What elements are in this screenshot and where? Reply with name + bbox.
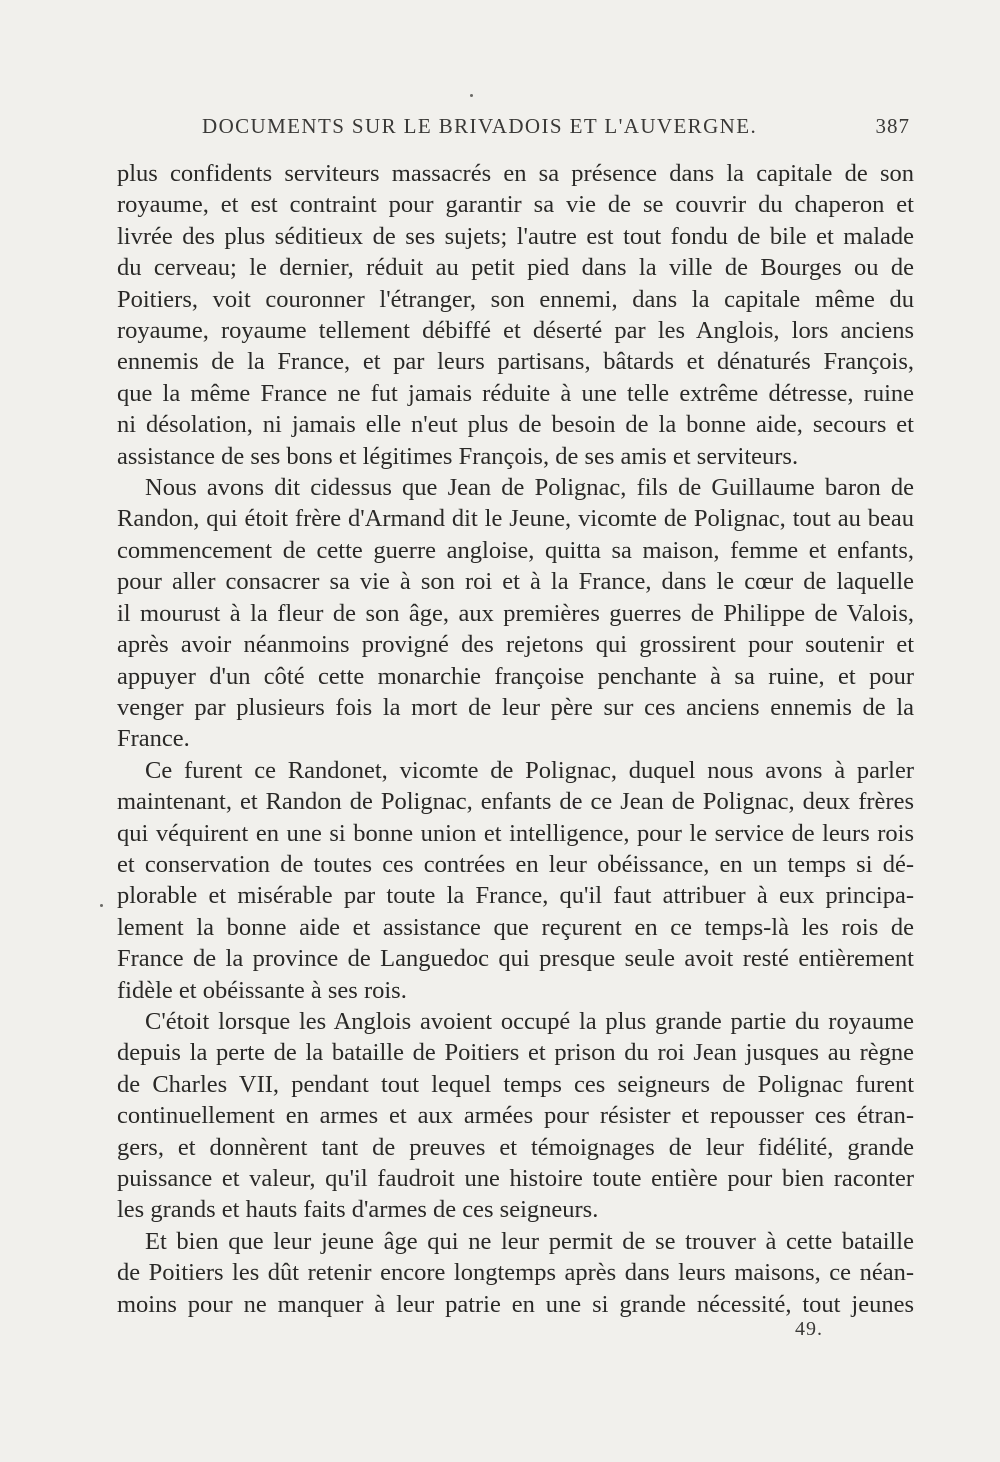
text-line: que la même France ne fut jamais réduite à une telle extrême détresse, ruine (117, 379, 914, 407)
running-title: DOCUMENTS SUR LE BRIVADOIS ET L'AUVERGNE. (202, 114, 758, 138)
text-line: C'étoit lorsque les Anglois avoient occupé la plus grande partie du royaume (145, 1007, 914, 1035)
text-line: il mourust à la fleur de son âge, aux premières guerres de Philippe de Valois, (117, 599, 914, 627)
text-line: depuis la perte de la bataille de Poitiers et prison du roi Jean jusques au règne (117, 1039, 914, 1067)
text-line: plorable et misérable par toute la France, qu'il faut attribuer à eux principa- (117, 882, 914, 910)
paper-speck (100, 904, 103, 907)
paragraph (117, 1006, 914, 1226)
paper-speck (470, 94, 473, 97)
text-line: Et bien que leur jeune âge qui ne leur permit de se trouver à cette bataille (145, 1227, 914, 1255)
text-line: qui véquirent en une si bonne union et intelligence, pour le service de leurs rois (117, 819, 914, 847)
text-line: lement la bonne aide et assistance que reçurent en ce temps-là les rois de (117, 913, 914, 941)
text-line: France de la province de Languedoc qui presque seule avoit resté entièrement (117, 945, 914, 973)
text-line: plus confidents serviteurs massacrés en sa présence dans la capitale de son (117, 160, 914, 187)
body-text (117, 158, 914, 1320)
text-line: livrée des plus séditieux de ses sujets; l'autre est tout fondu de bile et malade (117, 222, 914, 250)
text-line: France. (117, 725, 190, 753)
signature-mark: 49. (795, 1318, 823, 1340)
text-line: après avoir néanmoins provigné des rejetons qui grossirent pour soutenir et (117, 631, 914, 659)
paragraph (117, 158, 914, 472)
text-line: appuyer d'un côté cette monarchie françoise penchante à sa ruine, et pour (117, 662, 914, 690)
text-line: Ce furent ce Randonet, vicomte de Polignac, duquel nous avons à parler (145, 756, 914, 784)
text-line: royaume, royaume tellement débiffé et déserté par les Anglois, lors anciens (117, 317, 914, 345)
running-head (118, 114, 910, 144)
paragraph (117, 472, 914, 755)
text-line: moins pour ne manquer à leur patrie en une si grande nécessité, tout jeunes (117, 1290, 914, 1318)
text-line: de Poitiers les dût retenir encore longtemps après dans leurs maisons, ce néan- (117, 1259, 914, 1287)
text-line: ennemis de la France, et par leurs partisans, bâtards et dénaturés François, (117, 348, 914, 376)
text-line: maintenant, et Randon de Polignac, enfants de ce Jean de Polignac, deux frères (117, 788, 914, 816)
text-line: ni désolation, ni jamais elle n'eut plus de besoin de la bonne aide, secours et (117, 411, 914, 439)
text-line: venger par plusieurs fois la mort de leur père sur ces anciens ennemis de la (117, 693, 914, 721)
text-line: les grands et hauts faits d'armes de ces seigneurs. (117, 1196, 599, 1224)
text-line: commencement de cette guerre angloise, quitta sa maison, femme et enfants, (117, 536, 914, 564)
text-line: assistance de ses bons et légitimes François, de ses amis et serviteurs. (117, 442, 799, 470)
text-line: du cerveau; le dernier, réduit au petit pied dans la ville de Bourges ou de (117, 254, 914, 282)
text-line: de Charles VII, pendant tout lequel temps ces seigneurs de Polignac furent (117, 1070, 914, 1098)
page-number: 387 (875, 114, 910, 138)
paragraph (117, 1226, 914, 1320)
text-line: royaume, et est contraint pour garantir sa vie de se couvrir du chaperon et (117, 191, 914, 219)
text-line: Nous avons dit cidessus que Jean de Polignac, fils de Guillaume baron de (145, 474, 914, 502)
text-line: gers, et donnèrent tant de preuves et témoignages de leur fidélité, grande (117, 1133, 914, 1161)
paragraph (117, 755, 914, 1006)
text-line: Randon, qui étoit frère d'Armand dit le Jeune, vicomte de Polignac, tout au beau (117, 505, 914, 533)
text-line: Poitiers, voit couronner l'étranger, son ennemi, dans la capitale même du (117, 285, 914, 313)
text-line: fidèle et obéissante à ses rois. (117, 976, 407, 1004)
text-line: continuellement en armes et aux armées pour résister et repousser ces étran- (117, 1102, 914, 1130)
text-line: pour aller consacrer sa vie à son roi et à la France, dans le cœur de laquelle (117, 568, 914, 596)
text-line: puissance et valeur, qu'il faudroit une histoire toute entière pour bien raconter (117, 1165, 914, 1192)
text-line: et conservation de toutes ces contrées en leur obéissance, en un temps si dé- (117, 850, 914, 878)
